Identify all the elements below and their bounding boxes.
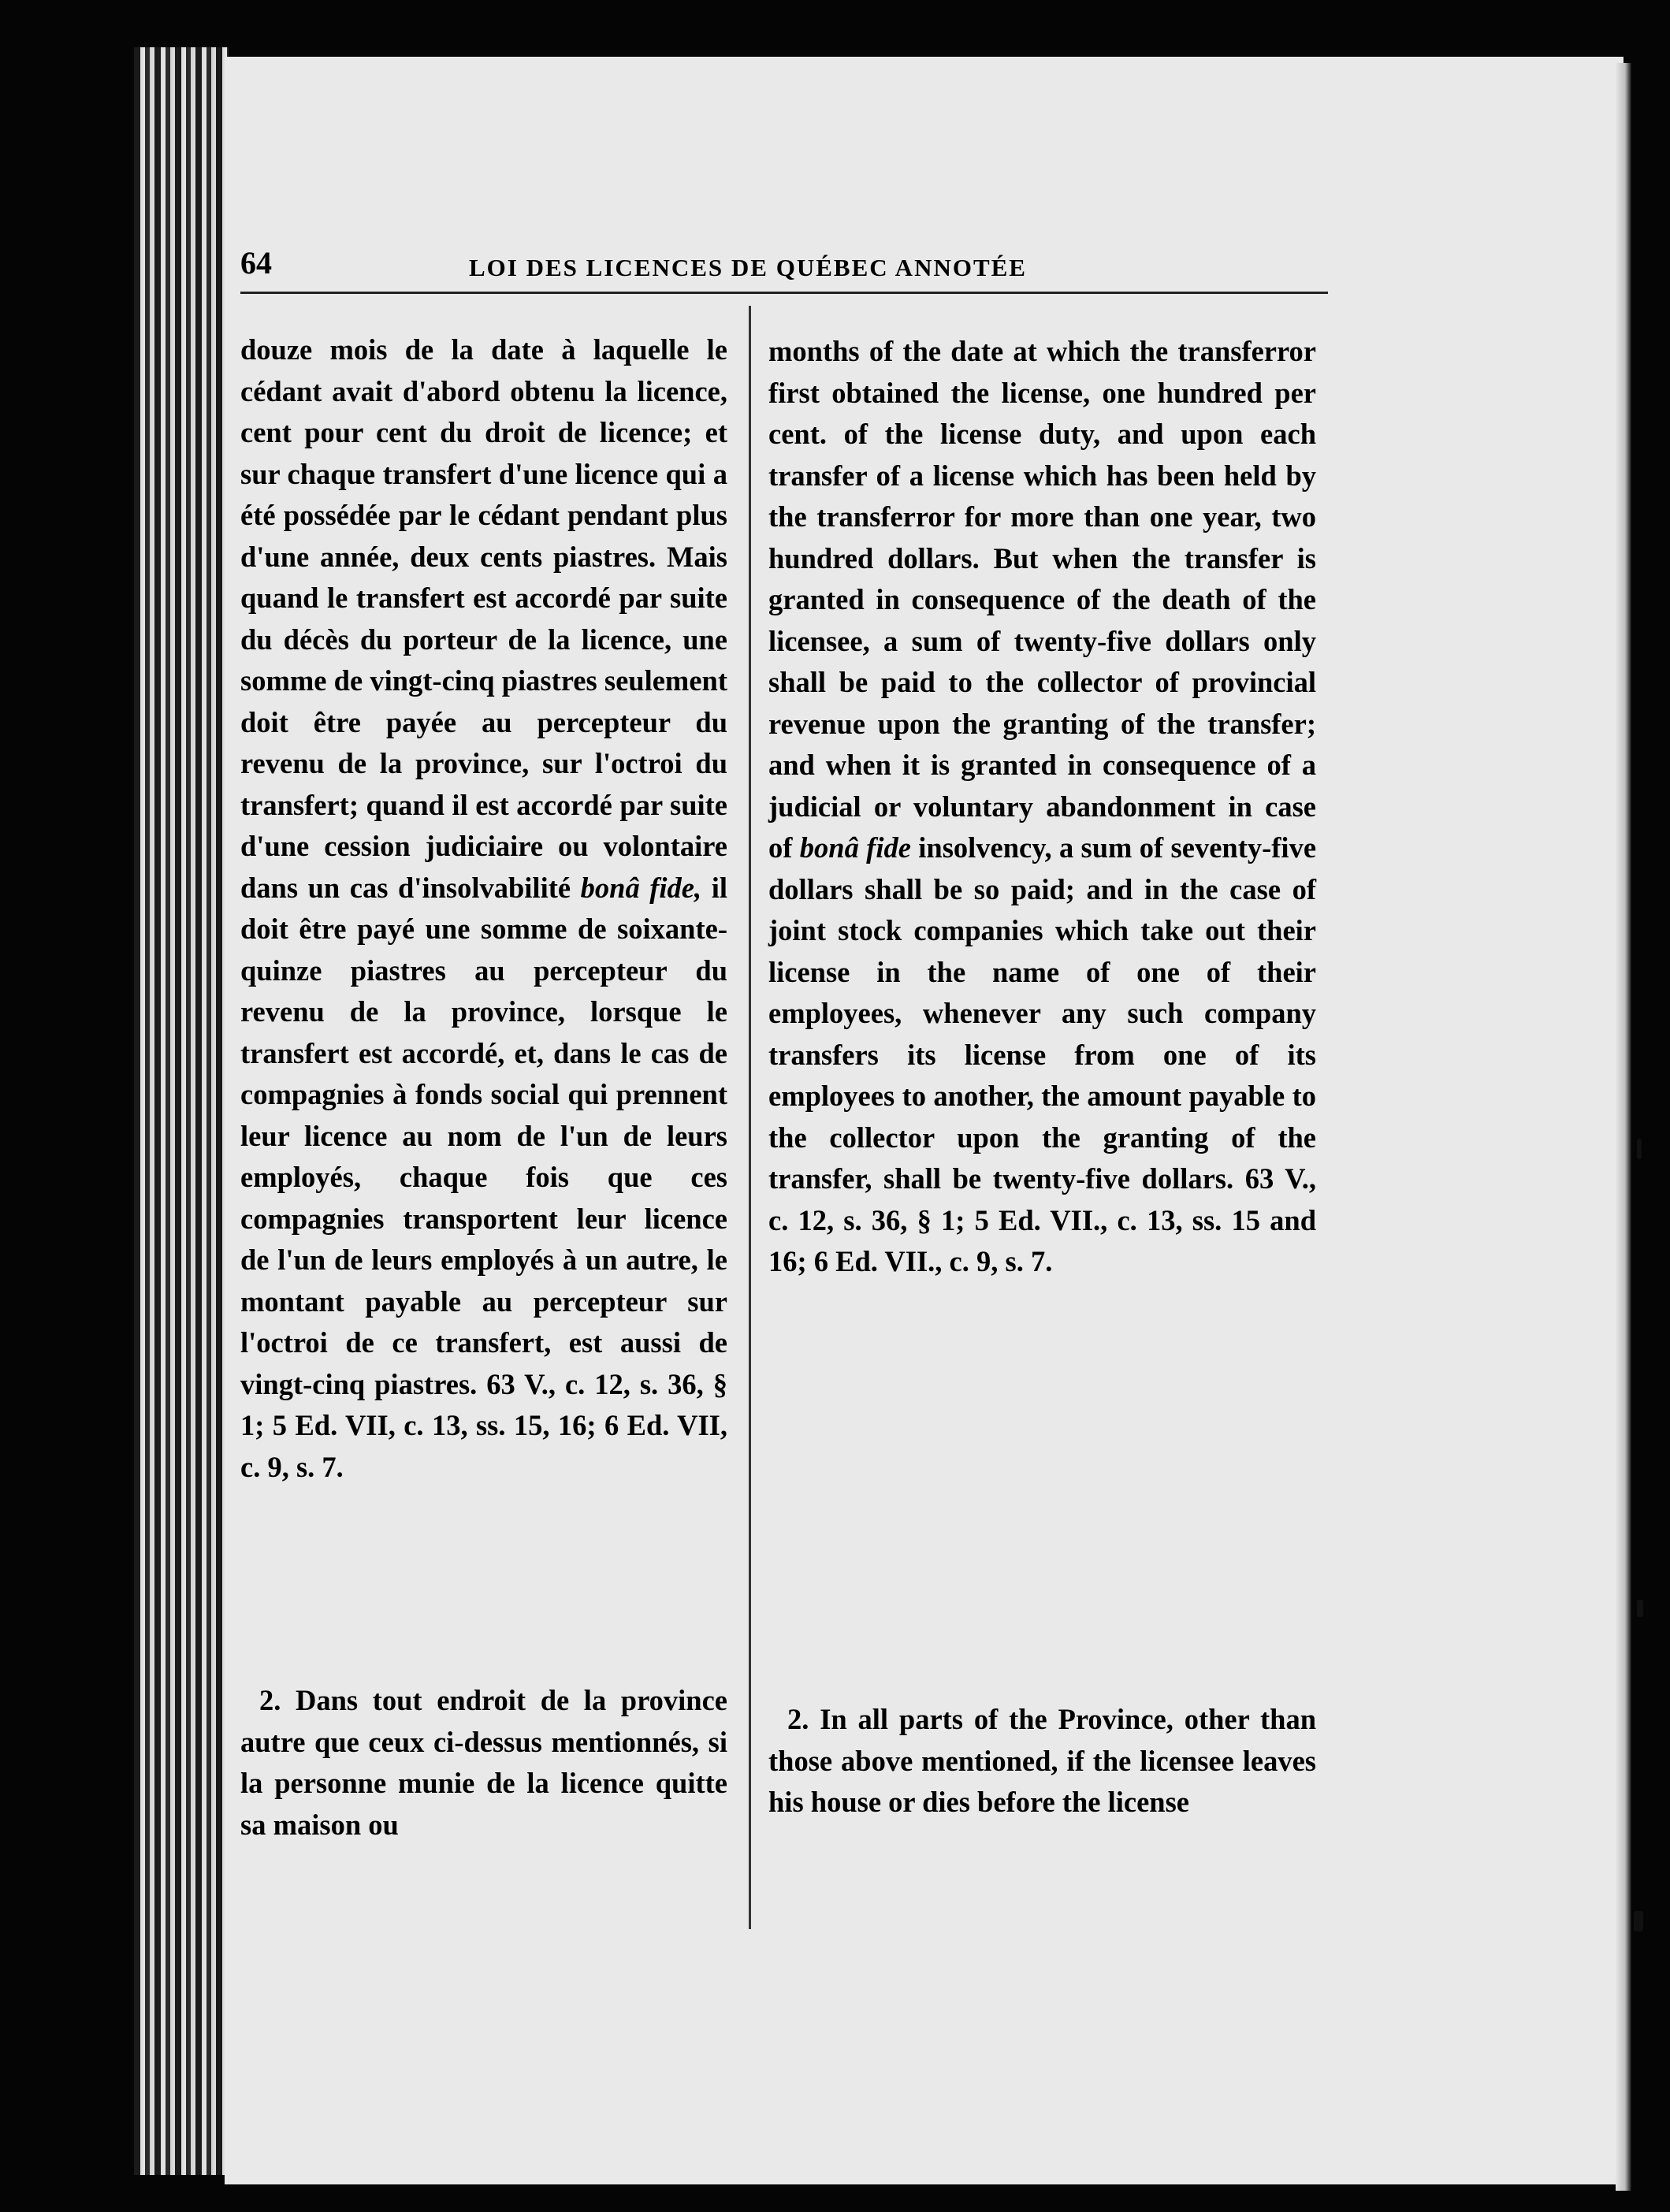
english-paragraph-2: 2. In all parts of the Province, other than those above mentioned, if the licensee leaves his house or dies before the license xyxy=(768,1703,1316,1818)
french-italic-term: bonâ fide, xyxy=(580,871,702,904)
french-paragraph-1 xyxy=(240,329,727,1488)
english-column xyxy=(768,331,1316,1283)
page-header xyxy=(240,244,1328,294)
column-divider xyxy=(749,306,751,1929)
french-column-section-2 xyxy=(240,1680,727,1846)
english-italic-term: bonâ fide xyxy=(799,831,911,864)
scan-speck xyxy=(1637,1600,1643,1617)
english-text-b: insolvency, a sum of seventy-five dollars shall be so paid; and in the case of joint stock companies which take out their license in the name of one of their employees, whenever any such company transfers its license from one of its employees to another, the amount payable to the collector upon the granting of the transfer, shall be twenty-five dollars. 63 V., c. 12, s. 36, § 1; 5 Ed. VII., c. 13, ss. 15 and 16; 6 Ed. VII., c. 9, s. 7. xyxy=(768,831,1317,1277)
scan-speck xyxy=(1637,1139,1642,1159)
french-column xyxy=(240,329,727,1488)
scan-speck xyxy=(1634,1911,1643,1931)
english-text-a: months of the date at which the transferror first obtained the license, one hundred per cent. of the license duty, and upon each transfer of a license which has been held by the transferror for more than one year, two hundred dollars. But when the transfer is granted in consequence of the death of the licensee, a sum of twenty-five dollars only shall be paid to the collector of provincial revenue upon the granting of the transfer; and when it is granted in consequence of a judicial or voluntary abandonment in case of xyxy=(768,335,1316,864)
page-number: 64 xyxy=(240,245,272,281)
english-paragraph-1 xyxy=(768,331,1316,1283)
page-right-edge xyxy=(1616,63,1631,2191)
french-paragraph-2: 2. Dans tout endroit de la province autre que ceux ci-dessus mentionnés, si la personne munie de la licence quitte sa maison ou xyxy=(240,1684,727,1841)
english-column-section-2 xyxy=(768,1699,1316,1824)
french-text-a: douze mois de la date à laquelle le cédant avait d'abord obtenu la licence, cent pour cent du droit de licence; et sur chaque transfert d'une licence qui a été possédée par le cédant pendant plus d'une année, deux cents piastres. Mais quand le transfert est accordé par suite du décès du porteur de la licence, une somme de vingt-cinq piastres seulement doit être payée au percepteur du revenu de la province, sur l'octroi du transfert; quand il est accordé par suite d'une cession judiciaire ou volontaire dans un cas d'insolvabilité xyxy=(240,333,727,904)
running-title: LOI DES LICENCES DE QUÉBEC ANNOTÉE xyxy=(469,254,1027,281)
book-binding-edge xyxy=(134,47,229,2175)
french-text-b: il doit être payé une somme de soixante-quinze piastres au percepteur du revenu de la province, lorsque le transfert est accordé, et, dans le cas de compagnies à fonds social qui prennent leur licence au nom de l'un de leurs employés, chaque fois que ces compagnies transportent leur licence de l'un de leurs employés à un autre, le montant payable au percepteur sur l'octroi de ce transfert, est aussi de vingt-cinq piastres. 63 V., c. 12, s. 36, § 1; 5 Ed. VII, c. 13, ss. 15, 16; 6 Ed. VII, c. 9, s. 7. xyxy=(240,871,727,1483)
